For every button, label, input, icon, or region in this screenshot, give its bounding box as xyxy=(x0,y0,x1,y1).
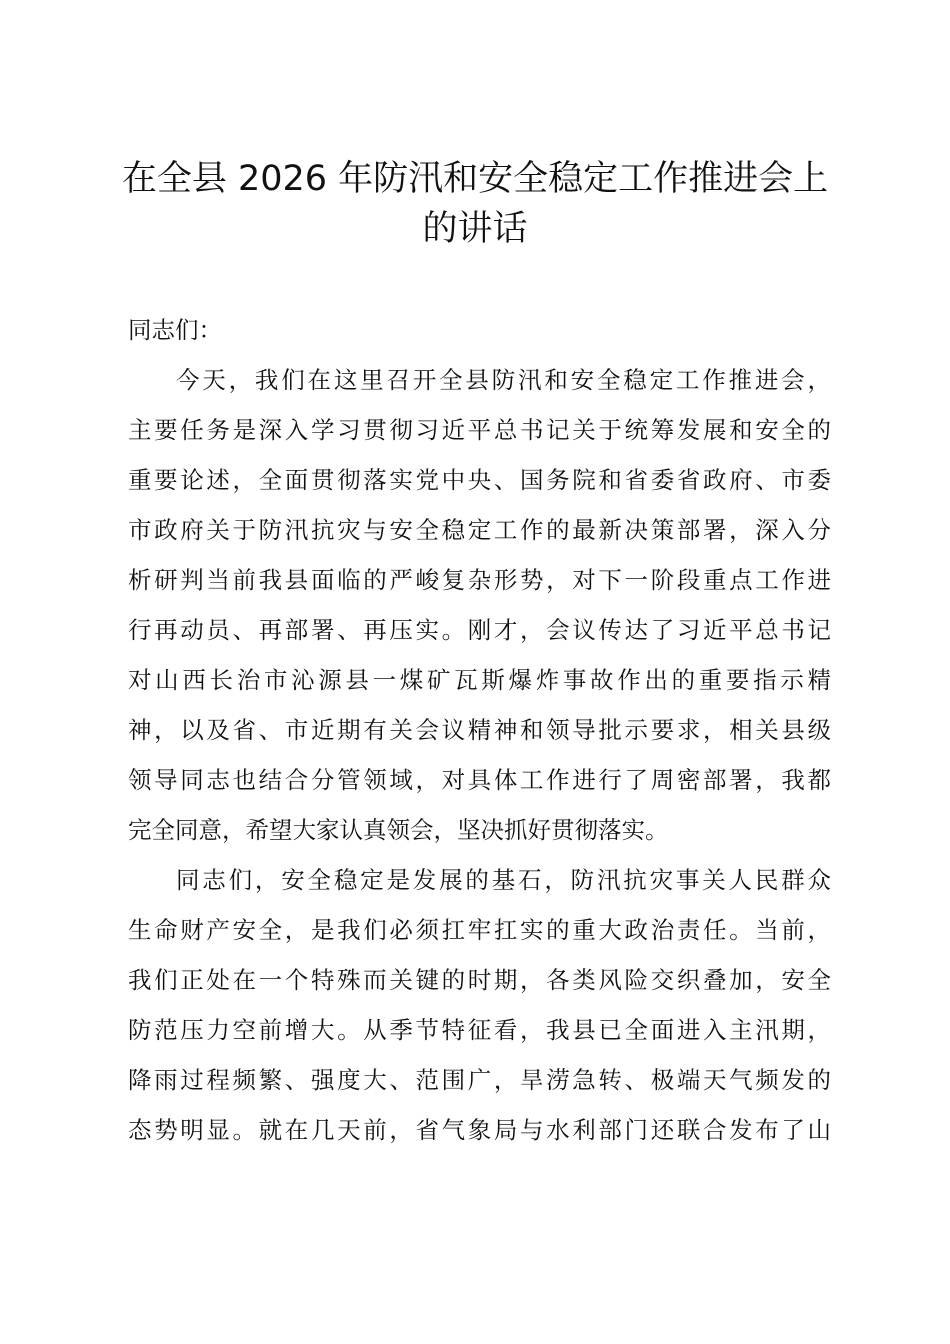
paragraph-1-line-1: 今天，我们在这里召开全县防汛和安全稳定工作推进会， xyxy=(176,366,831,394)
paragraph-2-line-6: 态势明显。就在几天前，省气象局与水利部门还联合发布了山 xyxy=(128,1116,831,1144)
paragraph-1-line-5: 析研判当前我县面临的严峻复杂形势，对下一阶段重点工作进 xyxy=(128,566,831,594)
paragraph-2-line-5: 降雨过程频繁、强度大、范围广，旱涝急转、极端天气频发的 xyxy=(128,1066,831,1094)
paragraph-1-line-2: 主要任务是深入学习贯彻习近平总书记关于统筹发展和安全的 xyxy=(128,416,831,444)
paragraph-1-line-3: 重要论述，全面贯彻落实党中央、国务院和省委省政府、市委 xyxy=(128,466,831,494)
document-title-line-2: 的讲话 xyxy=(422,209,528,249)
paragraph-1-line-6: 行再动员、再部署、再压实。刚才，会议传达了习近平总书记 xyxy=(128,616,831,644)
document-title-line-1: 在全县 2026 年防汛和安全稳定工作推进会上 xyxy=(121,159,829,199)
paragraph-1-line-9: 领导同志也结合分管领域，对具体工作进行了周密部署，我都 xyxy=(128,766,831,794)
paragraph-1-line-7: 对山西长治市沁源县一煤矿瓦斯爆炸事故作出的重要指示精 xyxy=(128,666,831,694)
paragraph-2-line-2: 生命财产安全，是我们必须扛牢扛实的重大政治责任。当前， xyxy=(128,916,831,944)
paragraph-2-line-1: 同志们，安全稳定是发展的基石，防汛抗灾事关人民群众 xyxy=(176,866,831,894)
paragraph-1-line-4: 市政府关于防汛抗灾与安全稳定工作的最新决策部署，深入分 xyxy=(128,516,831,544)
paragraph-2-line-4: 防范压力空前增大。从季节特征看，我县已全面进入主汛期， xyxy=(128,1016,831,1044)
paragraph-1-line-10: 完全同意，希望大家认真领会，坚决抓好贯彻落实。 xyxy=(128,816,669,844)
salutation: 同志们： xyxy=(128,316,222,344)
paragraph-1-line-8: 神，以及省、市近期有关会议精神和领导批示要求，相关县级 xyxy=(128,716,831,744)
paragraph-2-line-3: 我们正处在一个特殊而关键的时期，各类风险交织叠加，安全 xyxy=(128,966,831,994)
